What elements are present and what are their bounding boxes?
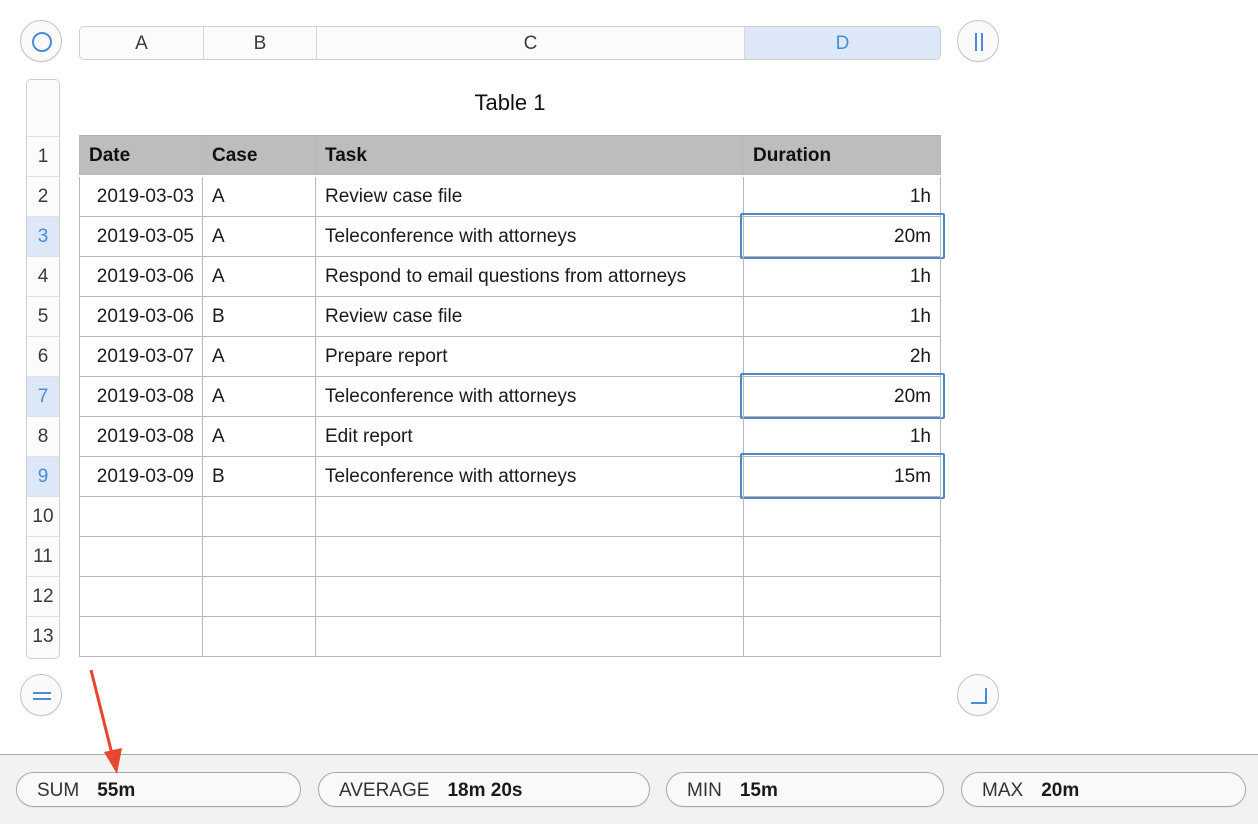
cell-task[interactable] xyxy=(316,497,744,537)
cell-case[interactable] xyxy=(203,537,316,577)
column-header-a[interactable]: A xyxy=(80,27,204,59)
resize-corner-icon xyxy=(958,675,1000,717)
cell-task[interactable]: Review case file xyxy=(316,177,744,217)
cell-duration[interactable]: 20m xyxy=(744,377,941,417)
row-header-11[interactable]: 11 xyxy=(27,536,59,576)
cell-task[interactable]: Teleconference with attorneys xyxy=(316,217,744,257)
cell-duration[interactable] xyxy=(744,577,941,617)
cell-case[interactable] xyxy=(203,577,316,617)
header-cell-case[interactable]: Case xyxy=(203,135,316,175)
row-header-2[interactable]: 2 xyxy=(27,176,59,216)
max-pill[interactable] xyxy=(961,772,1246,807)
cell-date[interactable]: 2019-03-08 xyxy=(79,417,203,457)
min-value: 15m xyxy=(739,780,778,801)
cell-date[interactable]: 2019-03-05 xyxy=(79,217,203,257)
average-label: AVERAGE xyxy=(339,780,430,801)
average-value: 18m 20s xyxy=(447,780,523,801)
cell-duration[interactable]: 1h xyxy=(744,417,941,457)
average-pill[interactable] xyxy=(318,772,650,807)
cell-duration[interactable]: 20m xyxy=(744,217,941,257)
max-value: 20m xyxy=(1041,780,1080,801)
row-header-4[interactable]: 4 xyxy=(27,256,59,296)
cell-case[interactable]: A xyxy=(203,177,316,217)
cell-date[interactable]: 2019-03-08 xyxy=(79,377,203,417)
row-header-13[interactable]: 13 xyxy=(27,616,59,656)
table-grid xyxy=(79,135,941,659)
cell-task[interactable]: Prepare report xyxy=(316,337,744,377)
circle-icon xyxy=(21,21,63,63)
cell-case[interactable] xyxy=(203,617,316,657)
cell-task[interactable]: Teleconference with attorneys xyxy=(316,457,744,497)
sum-value: 55m xyxy=(97,780,136,801)
cell-case[interactable]: A xyxy=(203,417,316,457)
header-cell-duration[interactable]: Duration xyxy=(744,135,941,175)
cell-date[interactable] xyxy=(79,617,203,657)
cell-task[interactable]: Review case file xyxy=(316,297,744,337)
column-handle-icon xyxy=(958,21,1000,63)
cell-task[interactable] xyxy=(316,617,744,657)
row-header-12[interactable]: 12 xyxy=(27,576,59,616)
cell-case[interactable]: A xyxy=(203,257,316,297)
cell-duration[interactable]: 15m xyxy=(744,457,941,497)
cell-date[interactable]: 2019-03-03 xyxy=(79,177,203,217)
cell-case[interactable] xyxy=(203,497,316,537)
min-pill[interactable] xyxy=(666,772,944,807)
cell-date[interactable]: 2019-03-09 xyxy=(79,457,203,497)
cell-duration[interactable] xyxy=(744,537,941,577)
column-header-b[interactable]: B xyxy=(204,27,317,59)
add-column-button[interactable] xyxy=(957,20,999,62)
cell-task[interactable]: Teleconference with attorneys xyxy=(316,377,744,417)
row-header-8[interactable]: 8 xyxy=(27,416,59,456)
column-header-d[interactable]: D xyxy=(745,27,940,59)
column-header-c[interactable]: C xyxy=(317,27,745,59)
column-header-bar xyxy=(79,26,941,60)
max-label: MAX xyxy=(982,780,1024,801)
cell-duration[interactable]: 1h xyxy=(744,257,941,297)
cell-date[interactable]: 2019-03-06 xyxy=(79,297,203,337)
cell-date[interactable]: 2019-03-06 xyxy=(79,257,203,297)
row-handle-icon xyxy=(21,675,63,717)
cell-case[interactable]: B xyxy=(203,297,316,337)
sum-pill[interactable] xyxy=(16,772,301,807)
cell-duration[interactable]: 2h xyxy=(744,337,941,377)
cell-duration[interactable] xyxy=(744,617,941,657)
cell-duration[interactable] xyxy=(744,497,941,537)
cell-date[interactable] xyxy=(79,497,203,537)
row-header-3[interactable]: 3 xyxy=(27,216,59,256)
row-header-5[interactable]: 5 xyxy=(27,296,59,336)
row-header-7[interactable]: 7 xyxy=(27,376,59,416)
cell-duration[interactable]: 1h xyxy=(744,297,941,337)
header-cell-date[interactable]: Date xyxy=(79,135,203,175)
min-label: MIN xyxy=(687,780,722,801)
row-header-1[interactable]: 1 xyxy=(27,136,59,176)
cell-duration[interactable]: 1h xyxy=(744,177,941,217)
cell-task[interactable] xyxy=(316,577,744,617)
resize-table-button[interactable] xyxy=(957,674,999,716)
table-title[interactable]: Table 1 xyxy=(474,90,546,115)
header-cell-task[interactable]: Task xyxy=(316,135,744,175)
cell-date[interactable]: 2019-03-07 xyxy=(79,337,203,377)
cell-case[interactable]: A xyxy=(203,217,316,257)
cell-task[interactable]: Respond to email questions from attorneys xyxy=(316,257,744,297)
cell-date[interactable] xyxy=(79,537,203,577)
cell-case[interactable]: A xyxy=(203,337,316,377)
select-table-button[interactable] xyxy=(20,20,62,62)
cell-case[interactable]: B xyxy=(203,457,316,497)
cell-date[interactable] xyxy=(79,577,203,617)
row-header-10[interactable]: 10 xyxy=(27,496,59,536)
cell-task[interactable]: Edit report xyxy=(316,417,744,457)
row-header-bar xyxy=(26,79,60,659)
row-header-6[interactable]: 6 xyxy=(27,336,59,376)
sum-label: SUM xyxy=(37,780,80,801)
cell-case[interactable]: A xyxy=(203,377,316,417)
cell-task[interactable] xyxy=(316,537,744,577)
row-header-9[interactable]: 9 xyxy=(27,456,59,496)
add-row-button[interactable] xyxy=(20,674,62,716)
